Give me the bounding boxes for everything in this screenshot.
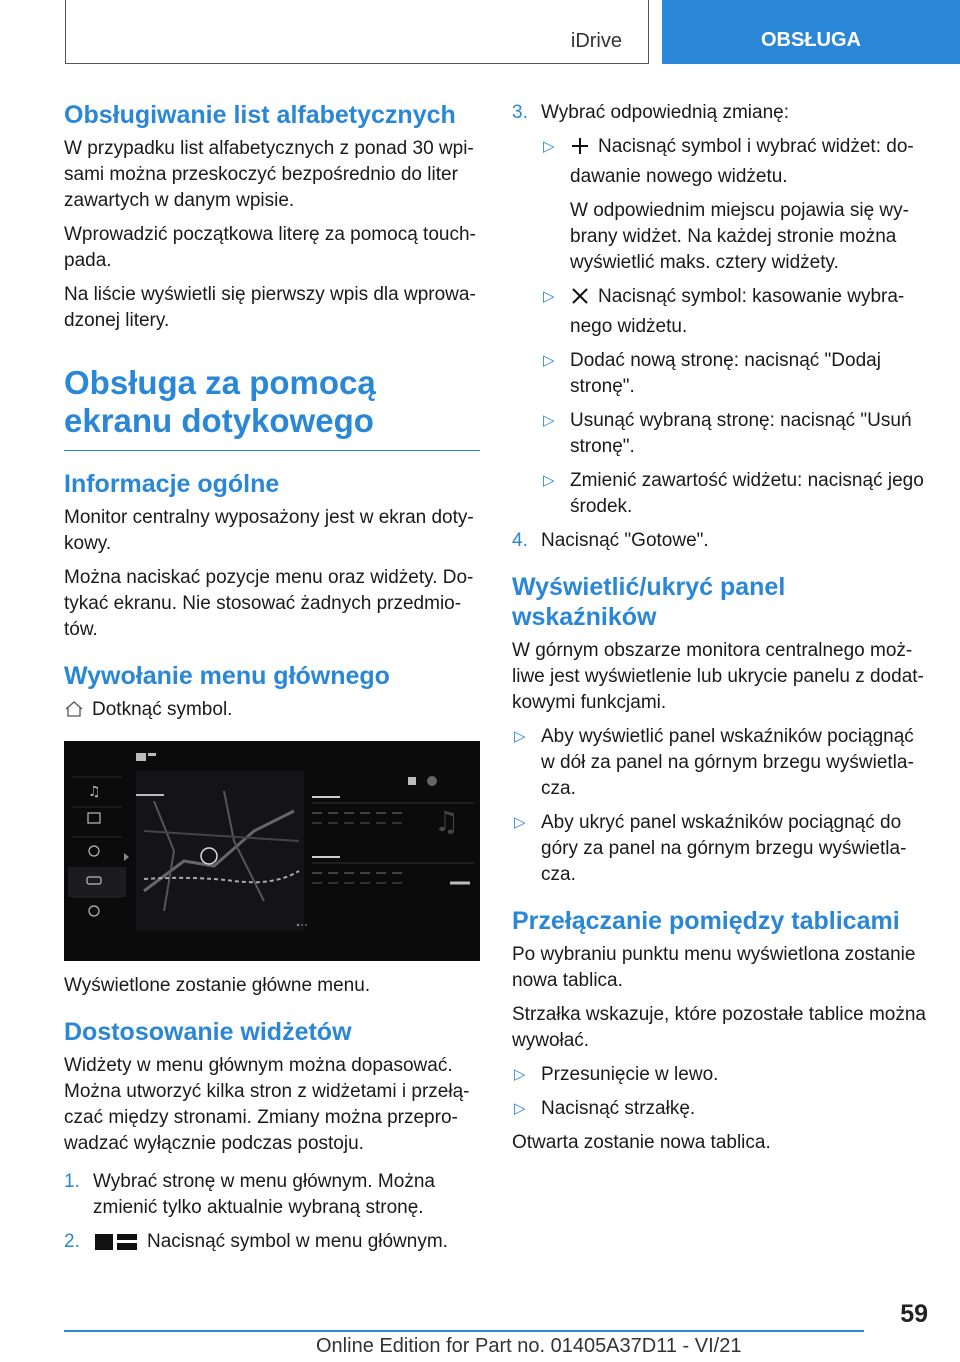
header-chapter-tab: OBSŁUGA bbox=[662, 0, 960, 64]
list-item bbox=[541, 408, 928, 460]
step-text: Wybrać stronę w menu głównym. Można zmienić tylko aktualnie wybraną stronę. bbox=[93, 1171, 435, 1218]
list-item bbox=[512, 1062, 928, 1088]
paragraph: W przypadku list alfabetycznych z ponad 30 wpi-sami można przeskoczyć bezpośrednio do liter zawartych w danym wpisie. bbox=[64, 138, 474, 211]
footer-edition: Online Edition for Part no. 01405A37D11 - VI/21 bbox=[316, 1335, 742, 1357]
home-symbol-text: Dotknąć symbol. bbox=[92, 699, 233, 720]
option-text: Usunąć wybraną stronę: nacisnąć "Usuń stronę". bbox=[570, 410, 912, 457]
list-item bbox=[512, 100, 928, 520]
triangle-bullet-icon: ▷ bbox=[514, 728, 526, 745]
header-section-title: iDrive bbox=[570, 30, 622, 52]
triangle-bullet-icon: ▷ bbox=[543, 412, 555, 429]
main-menu-illustration bbox=[64, 741, 480, 961]
triangle-bullet-icon: ▷ bbox=[543, 138, 555, 155]
triangle-bullet-icon: ▷ bbox=[543, 352, 555, 369]
heading-customize-widgets: Dostosowanie widżetów bbox=[64, 1018, 352, 1046]
paragraph: Po wybraniu punktu menu wyświetlona zostanie nowa tablica. bbox=[512, 944, 916, 991]
heading-touchscreen: Obsługa za pomocą ekranu dotykowego bbox=[64, 364, 480, 451]
svg-text:♫: ♫ bbox=[434, 805, 460, 838]
heading-indicator-panel: Wyświetlić/ukryć panel wskaźników bbox=[512, 573, 786, 631]
list-item bbox=[64, 1169, 480, 1221]
close-icon bbox=[570, 286, 590, 314]
widget-steps-list bbox=[64, 1169, 480, 1259]
item-text: Aby wyświetlić panel wskaźników pociągnąć w dół za panel na górnym brzegu wyświetla-cza. bbox=[541, 726, 914, 799]
triangle-bullet-icon: ▷ bbox=[514, 1066, 526, 1083]
page-number: 59 bbox=[900, 1300, 928, 1328]
step-text: Nacisnąć "Gotowe". bbox=[541, 530, 709, 551]
footer-divider bbox=[64, 1330, 864, 1332]
list-item bbox=[541, 468, 928, 520]
step-number: 3. bbox=[512, 102, 528, 123]
home-icon bbox=[64, 699, 84, 727]
option-text: Nacisnąć symbol i wybrać widżet: do-dawanie nowego widżetu. bbox=[570, 136, 914, 187]
step-text: Nacisnąć symbol w menu głównym. bbox=[147, 1231, 448, 1252]
paragraph: Wprowadzić początkowa literę za pomocą touch-pada. bbox=[64, 224, 476, 271]
widget-steps-continued bbox=[512, 100, 928, 554]
triangle-bullet-icon: ▷ bbox=[514, 814, 526, 831]
option-text: Dodać nową stronę: nacisnąć "Dodaj stronę". bbox=[570, 350, 881, 397]
list-item bbox=[541, 284, 928, 340]
widget-menu-icon bbox=[93, 1231, 139, 1259]
triangle-bullet-icon: ▷ bbox=[543, 288, 555, 305]
list-item bbox=[541, 348, 928, 400]
paragraph: Monitor centralny wyposażony jest w ekran doty-kowy. bbox=[64, 507, 474, 554]
item-text: Nacisnąć strzałkę. bbox=[541, 1098, 696, 1119]
item-text: Przesunięcie w lewo. bbox=[541, 1064, 719, 1085]
option-text: Zmienić zawartość widżetu: nacisnąć jego środek. bbox=[570, 470, 924, 517]
triangle-bullet-icon: ▷ bbox=[543, 472, 555, 489]
paragraph-home-symbol bbox=[64, 697, 480, 727]
header-section-box bbox=[65, 0, 649, 64]
list-item bbox=[512, 724, 928, 802]
heading-alphabetic-lists: Obsługiwanie list alfabetycznych bbox=[64, 101, 456, 129]
svg-text:♫: ♫ bbox=[88, 784, 101, 800]
heading-general-info: Informacje ogólne bbox=[64, 470, 280, 498]
paragraph: Można naciskać pozycje menu oraz widżety. Do-tykać ekranu. Nie stosować żadnych przedmio-tów. bbox=[64, 567, 474, 640]
screenshot-caption: Wyświetlone zostanie główne menu. bbox=[64, 975, 371, 996]
paragraph: Widżety w menu głównym można dopasować. Można utworzyć kilka stron z widżetami i przełą-czać między stronami. Zmiany można przepro-wadzać wyłącznie podczas postoju. bbox=[64, 1055, 470, 1154]
list-item bbox=[541, 134, 928, 276]
left-column bbox=[64, 100, 480, 1267]
plus-icon bbox=[570, 136, 590, 164]
option-note: W odpowiednim miejscu pojawia się wy-brany widżet. Na każdej stronie można wyświetlić maks. cztery widżety. bbox=[570, 200, 909, 273]
panel-actions-list bbox=[512, 724, 928, 888]
list-item bbox=[512, 528, 928, 554]
list-item bbox=[512, 1096, 928, 1122]
change-options-list bbox=[541, 134, 928, 520]
step-number: 2. bbox=[64, 1231, 80, 1252]
heading-switch-boards: Przełączanie pomiędzy tablicami bbox=[512, 907, 900, 935]
step-number: 4. bbox=[512, 530, 528, 551]
page-header bbox=[0, 0, 960, 66]
right-column bbox=[512, 100, 928, 1164]
paragraph: W górnym obszarze monitora centralnego moż-liwe jest wyświetlenie lub ukrycie panelu z dodat-kowymi funkcjami. bbox=[512, 640, 924, 713]
step-text: Wybrać odpowiednią zmianę: bbox=[541, 102, 790, 123]
heading-main-menu: Wywołanie menu głównego bbox=[64, 662, 390, 690]
step-number: 1. bbox=[64, 1171, 80, 1192]
paragraph: Na liście wyświetli się pierwszy wpis dla wprowa-dzonej litery. bbox=[64, 284, 476, 331]
paragraph: Strzałka wskazuje, które pozostałe tablice można wywołać. bbox=[512, 1004, 926, 1051]
list-item bbox=[512, 810, 928, 888]
option-text: Nacisnąć symbol: kasowanie wybra-nego widżetu. bbox=[570, 286, 905, 337]
triangle-bullet-icon: ▷ bbox=[514, 1100, 526, 1117]
list-item bbox=[64, 1229, 480, 1259]
item-text: Aby ukryć panel wskaźników pociągnąć do góry za panel na górnym brzegu wyświetla-cza. bbox=[541, 812, 907, 885]
paragraph: Otwarta zostanie nowa tablica. bbox=[512, 1132, 771, 1153]
switch-actions-list bbox=[512, 1062, 928, 1122]
main-menu-screenshot bbox=[64, 741, 480, 961]
